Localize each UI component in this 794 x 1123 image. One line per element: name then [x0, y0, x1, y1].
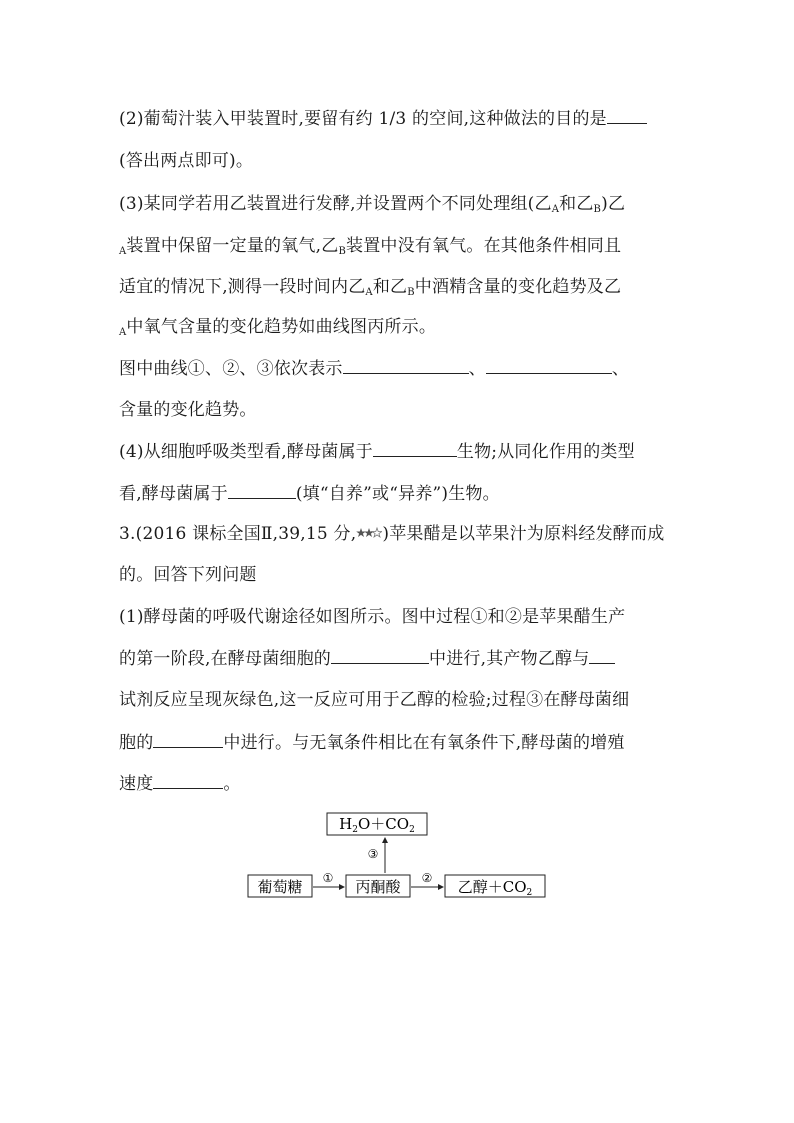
answer-blank[interactable]: [589, 647, 615, 664]
q3b-p1-line-4: [119, 731, 625, 754]
q3-line-5: [119, 357, 629, 380]
answer-blank[interactable]: [228, 482, 296, 499]
q3-line-2: [119, 235, 621, 257]
pyruvate-label: 丙酮酸: [355, 878, 401, 896]
q3-text: 中氧气含量的变化趋势如曲线图丙所示。: [126, 317, 437, 337]
answer-blank[interactable]: [373, 440, 457, 457]
q4-line-2: [119, 482, 500, 505]
q3-text: 和乙: [372, 277, 408, 297]
q3b-line-2: [119, 564, 257, 586]
step-3-label: ③: [367, 847, 379, 861]
respiration-pathway-diagram: [240, 805, 560, 905]
subscript-a: A: [551, 204, 560, 215]
question-source: 3.(2016 课标全国Ⅱ,39,15 分,: [119, 524, 357, 544]
step-2-label: ②: [421, 871, 433, 885]
part1-text: 中进行,其产物乙醇与: [429, 649, 590, 669]
q4-text: 生物;从同化作用的类型: [456, 442, 635, 462]
part1-text: 的第一阶段,在酵母菌细胞的: [119, 649, 332, 669]
answer-blank[interactable]: [153, 772, 223, 789]
q3-text: 含量的变化趋势。: [119, 400, 257, 420]
q2-line-2: [119, 150, 253, 172]
q3-text: 装置中保留一定量的氧气,乙: [126, 236, 339, 256]
part1-text: 速度: [119, 774, 154, 794]
q3-text: 和乙: [559, 194, 594, 214]
question-stem: 的。回答下列问题: [119, 565, 257, 585]
answer-blank[interactable]: [343, 357, 469, 374]
q3-text: )乙: [601, 194, 626, 214]
subscript-a: A: [119, 246, 127, 257]
q3b-p1-line-1: [119, 606, 625, 628]
separator: 、: [611, 359, 630, 379]
q2-line-1: [119, 107, 647, 130]
answer-blank[interactable]: [486, 357, 612, 374]
q3-line-4: [119, 316, 436, 338]
q3-text: (3)某同学若用乙装置进行发酵,并设置两个不同处理组(乙: [119, 194, 552, 214]
q3-text: 装置中没有氧气。在其他条件相同且: [346, 236, 622, 256]
subscript-b: B: [407, 287, 415, 298]
answer-blank[interactable]: [607, 107, 647, 124]
subscript-a: A: [119, 327, 127, 338]
q3-text: 适宜的情况下,测得一段时间内乙: [119, 277, 366, 297]
glucose-label: 葡萄糖: [257, 878, 303, 896]
part1-text: 试剂反应呈现灰绿色,这一反应可用于乙醇的检验;过程③在酵母菌细: [119, 690, 630, 710]
separator: 、: [468, 359, 486, 379]
q3-text: 中酒精含量的变化趋势及乙: [414, 277, 622, 297]
part1-text: 胞的: [119, 733, 154, 753]
q4-text: (4)从细胞呼吸类型看,酵母菌属于: [119, 442, 373, 462]
question-stem: )苹果醋是以苹果汁为原料经发酵而成: [382, 524, 665, 544]
answer-blank[interactable]: [331, 647, 429, 664]
part1-text: 。: [223, 774, 241, 794]
q3-text: 图中曲线①、②、③依次表示: [119, 359, 343, 379]
subscript-a: A: [365, 287, 373, 298]
answer-blank[interactable]: [153, 731, 223, 748]
part1-text: 中进行。与无氧条件相比在有氧条件下,酵母菌的增殖: [223, 733, 625, 753]
q3-line-3: [119, 276, 621, 298]
part1-text: (1)酵母菌的呼吸代谢途径如图所示。图中过程①和②是苹果醋生产: [119, 607, 626, 627]
q3b-p1-line-3: [119, 689, 629, 711]
q3b-p1-line-5: [119, 772, 241, 795]
q4-text: 看,酵母菌属于: [119, 484, 228, 504]
difficulty-stars-icon: [356, 526, 382, 540]
q2-text-2: (答出两点即可)。: [119, 151, 254, 171]
q2-text-1: (2)葡萄汁装入甲装置时,要留有约 1/3 的空间,这种做法的目的是: [119, 109, 607, 129]
q4-text: (填“自养”或“异养”)生物。: [295, 484, 500, 504]
subscript-b: B: [593, 204, 602, 215]
q3b-p1-line-2: [119, 647, 615, 670]
subscript-b: B: [338, 246, 346, 257]
q4-line-1: [119, 440, 635, 463]
h2o-co2-label: $H_2O+CO_2$: [339, 815, 415, 835]
q3-line-6: [119, 399, 257, 421]
q3-line-1: [119, 193, 625, 215]
ethanol-co2-label: 乙醇$+CO_2$: [457, 878, 533, 898]
step-1-label: ①: [322, 871, 334, 885]
q3b-line-1: [119, 523, 664, 545]
